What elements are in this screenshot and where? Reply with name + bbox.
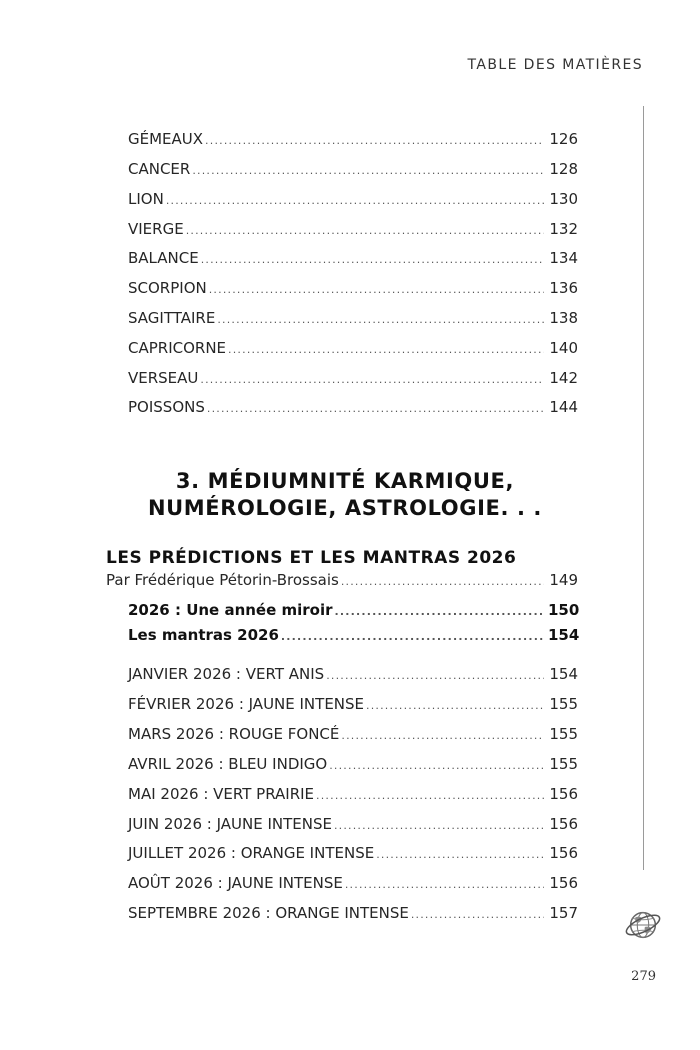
toc-entry-label: BALANCE — [128, 249, 199, 267]
dot-leader — [166, 191, 544, 211]
toc-entry-page: 136 — [549, 279, 578, 297]
toc-entry-page: 140 — [549, 339, 578, 357]
globe-icon — [624, 906, 662, 944]
toc-entry[interactable] — [128, 873, 578, 895]
toc-entry[interactable] — [128, 397, 578, 419]
toc-entry[interactable] — [128, 368, 578, 390]
toc-entry-page: 149 — [549, 571, 578, 589]
toc-entry-label: SEPTEMBRE 2026 : ORANGE INTENSE — [128, 904, 409, 922]
dot-leader — [228, 340, 544, 360]
dot-leader — [205, 131, 544, 151]
dot-leader — [316, 786, 544, 806]
toc-entry-page: 156 — [549, 874, 578, 892]
toc-entry-author[interactable] — [106, 570, 578, 592]
toc-entry[interactable] — [128, 278, 578, 300]
toc-entry-page: 156 — [549, 844, 578, 862]
toc-entry-label: POISSONS — [128, 398, 205, 416]
toc-entry-label: JANVIER 2026 : VERT ANIS — [128, 665, 325, 683]
dot-leader — [341, 726, 544, 746]
toc-entry-label: CAPRICORNE — [128, 339, 227, 357]
toc-entry[interactable] — [128, 129, 578, 151]
toc-entry-page: 156 — [549, 785, 578, 803]
toc-entry-page: 134 — [549, 249, 578, 267]
toc-entry-label: VIERGE — [128, 220, 184, 238]
toc-entry-label: MARS 2026 : ROUGE FONCÉ — [128, 725, 340, 743]
toc-entry-label: VERSEAU — [128, 369, 199, 387]
dot-leader — [192, 161, 544, 181]
toc-entry-page: 142 — [549, 369, 578, 387]
dot-leader — [341, 572, 544, 592]
toc-entry[interactable] — [128, 814, 578, 836]
toc-entry[interactable] — [128, 219, 578, 241]
dot-leader — [326, 666, 544, 686]
section-heading: LES PRÉDICTIONS ET LES MANTRAS 2026 — [106, 548, 517, 568]
toc-entry-label: AVRIL 2026 : BLEU INDIGO — [128, 755, 328, 773]
toc-entry-label: Les mantras 2026 — [128, 626, 279, 644]
dot-leader — [345, 875, 544, 895]
side-rule — [643, 106, 644, 870]
dot-leader — [334, 816, 544, 836]
toc-entry-page: 128 — [549, 160, 578, 178]
toc-entry[interactable] — [128, 754, 578, 776]
part-title-line-1: 3. MÉDIUMNITÉ KARMIQUE, — [175, 469, 515, 493]
toc-entry-label: SAGITTAIRE — [128, 309, 216, 327]
page-number: 279 — [631, 969, 656, 984]
toc-entry[interactable] — [128, 248, 578, 270]
toc-entry-page: 154 — [549, 665, 578, 683]
toc-entry-label: FÉVRIER 2026 : JAUNE INTENSE — [128, 695, 365, 713]
toc-entry-page: 155 — [549, 725, 578, 743]
dot-leader — [329, 756, 544, 776]
toc-entry-label: CANCER — [128, 160, 191, 178]
toc-entry[interactable] — [128, 903, 578, 925]
toc-entry-label: JUIN 2026 : JAUNE INTENSE — [128, 815, 332, 833]
toc-entry-label: JUILLET 2026 : ORANGE INTENSE — [128, 844, 375, 862]
toc-entry-page: 138 — [549, 309, 578, 327]
toc-entry[interactable] — [128, 625, 578, 647]
toc-entry-label: AOÛT 2026 : JAUNE INTENSE — [128, 874, 343, 892]
toc-entry-page: 157 — [549, 904, 578, 922]
toc-entry-page: 126 — [549, 130, 578, 148]
toc-entry[interactable] — [128, 189, 578, 211]
dot-leader — [200, 370, 544, 390]
toc-entry[interactable] — [128, 664, 578, 686]
dot-leader — [207, 399, 544, 419]
toc-entry-label: MAI 2026 : VERT PRAIRIE — [128, 785, 315, 803]
toc-entry[interactable] — [128, 694, 578, 716]
toc-entry-label: 2026 : Une année miroir — [128, 601, 333, 619]
toc-entry-page: 132 — [549, 220, 578, 238]
toc-entry[interactable] — [128, 724, 578, 746]
toc-entry[interactable] — [128, 338, 578, 360]
toc-entry-page: 156 — [549, 815, 578, 833]
toc-entry[interactable] — [128, 308, 578, 330]
toc-entry[interactable] — [128, 159, 578, 181]
dot-leader — [366, 696, 544, 716]
dot-leader — [186, 221, 544, 241]
dot-leader — [335, 602, 544, 622]
toc-entry-label: SCORPION — [128, 279, 207, 297]
toc-entry-page: 150 — [548, 601, 580, 619]
dot-leader — [376, 845, 544, 865]
running-header: TABLE DES MATIÈRES — [467, 57, 643, 73]
toc-entry-label: Par Frédérique Pétorin-Brossais — [106, 571, 339, 589]
toc-entry[interactable] — [128, 784, 578, 806]
dot-leader — [411, 905, 544, 925]
dot-leader — [217, 310, 544, 330]
toc-entry-label: GÉMEAUX — [128, 130, 204, 148]
toc-entry-page: 155 — [549, 695, 578, 713]
dot-leader — [209, 280, 544, 300]
toc-entry[interactable] — [128, 843, 578, 865]
toc-entry-page: 130 — [549, 190, 578, 208]
dot-leader — [201, 250, 544, 270]
toc-entry-page: 155 — [549, 755, 578, 773]
toc-entry-label: LION — [128, 190, 164, 208]
toc-entry-page: 144 — [549, 398, 578, 416]
part-title-line-2: NUMÉROLOGIE, ASTROLOGIE. . . — [147, 496, 543, 520]
toc-entry[interactable] — [128, 600, 578, 622]
toc-entry-page: 154 — [548, 626, 580, 644]
dot-leader — [281, 627, 544, 647]
